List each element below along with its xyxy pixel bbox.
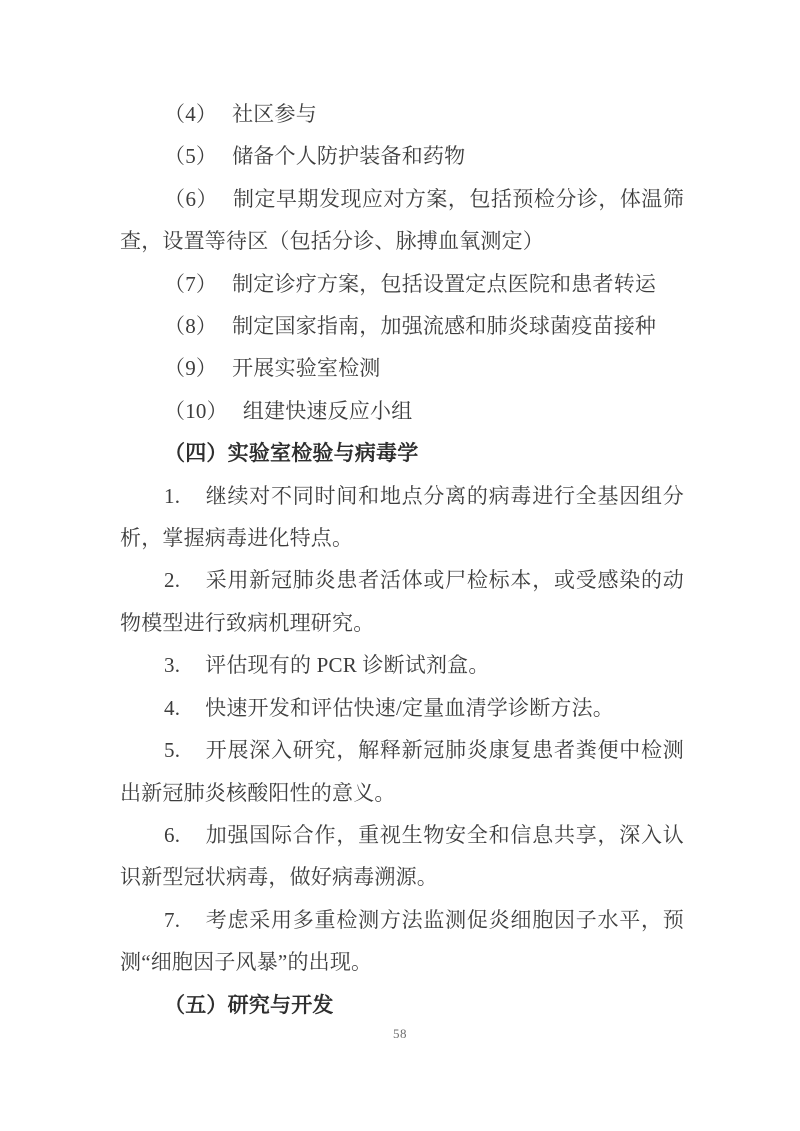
item-number: 6. [164, 822, 181, 847]
list-item [120, 178, 684, 263]
list-item [120, 475, 684, 560]
page-number: 58 [393, 1026, 407, 1041]
item-number: （8） [164, 314, 218, 339]
item-text: 加强国际合作，重视生物安全和信息共享，深入认识新型冠状病毒，做好病毒溯源。 [120, 822, 684, 890]
list-item [120, 347, 684, 389]
item-text: 采用新冠肺炎患者活体或尸检标本，或受感染的动物模型进行致病机理研究。 [120, 568, 684, 635]
item-number: （6） [164, 186, 218, 211]
item-number: 7. [164, 907, 181, 932]
list-item [120, 263, 684, 305]
item-number: 3. [164, 653, 181, 678]
list-item [120, 305, 684, 347]
item-text: 开展深入研究，解释新冠肺炎康复患者粪便中检测出新冠肺炎核酸阳性的意义。 [120, 738, 684, 805]
item-text: 组建快速反应小组 [242, 398, 413, 423]
item-number: 2. [164, 568, 181, 593]
list-item [120, 814, 684, 899]
item-number: （10） [164, 398, 228, 423]
list-item [120, 687, 684, 729]
list-item [120, 644, 684, 686]
item-number: 1. [164, 483, 181, 508]
list-item [120, 729, 684, 814]
item-text: 储备个人防护装备和药物 [232, 144, 466, 169]
item-number: （7） [164, 271, 218, 296]
item-text: 开展实验室检测 [232, 356, 381, 381]
item-number: 4. [164, 695, 181, 720]
list-item [120, 135, 684, 177]
item-text: 考虑采用多重检测方法监测促炎细胞因子水平，预测“细胞因子风暴”的出现。 [120, 907, 684, 975]
item-text: 制定国家指南，加强流感和肺炎球菌疫苗接种 [232, 314, 657, 339]
list-item [120, 559, 684, 644]
item-number: （5） [164, 144, 218, 169]
item-number: 5. [164, 738, 181, 763]
list-item [120, 899, 684, 984]
item-text: 制定诊疗方案，包括设置定点医院和患者转运 [232, 271, 657, 296]
list-item [120, 390, 684, 432]
section-heading: （四）实验室检验与病毒学 [164, 441, 419, 466]
item-number: （4） [164, 102, 218, 126]
item-text: 评估现有的 PCR 诊断试剂盒。 [205, 653, 490, 678]
item-text: 社区参与 [232, 102, 317, 126]
item-text: 快速开发和评估快速/定量血清学诊断方法。 [205, 695, 614, 720]
section-heading: （五）研究与开发 [164, 992, 334, 1017]
item-text: 制定早期发现应对方案，包括预检分诊，体温筛查，设置等待区（包括分诊、脉搏血氧测定） [120, 186, 684, 254]
list-item [120, 93, 684, 135]
document-content [120, 93, 684, 1026]
item-text: 继续对不同时间和地点分离的病毒进行全基因组分析，掌握病毒进化特点。 [120, 483, 684, 551]
item-number: （9） [164, 356, 218, 381]
